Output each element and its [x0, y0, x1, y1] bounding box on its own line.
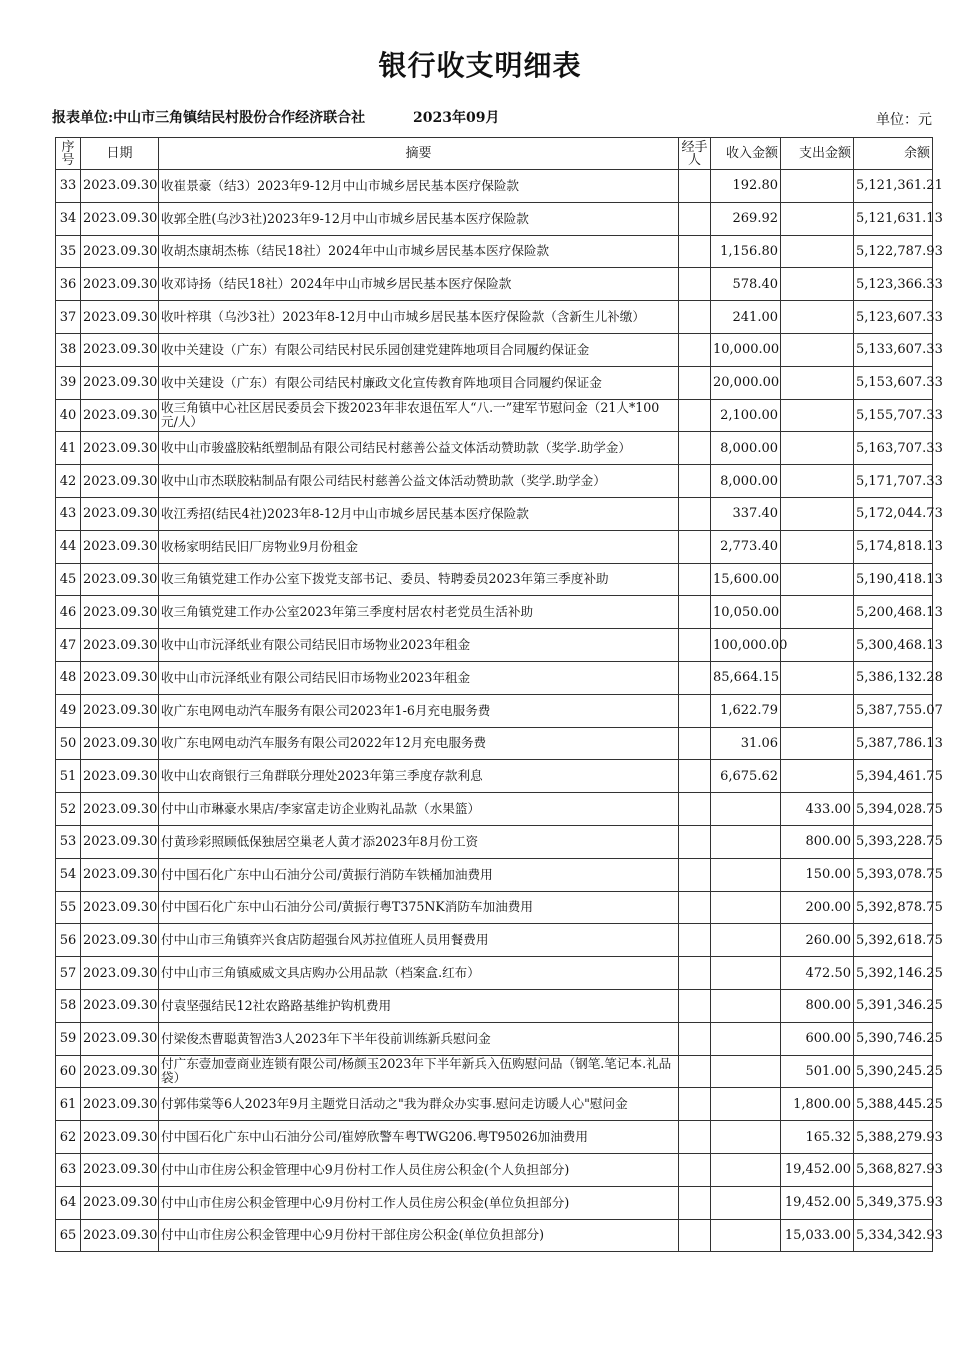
table-row [56, 694, 933, 727]
row-expense: 165.32 [781, 1121, 854, 1154]
row-handler [679, 399, 711, 432]
row-date: 2023.09.30 [81, 202, 159, 235]
row-balance: 5,392,878.75 [854, 891, 933, 924]
row-income: 8,000.00 [711, 465, 781, 498]
row-income [711, 1153, 781, 1186]
table-row [56, 891, 933, 924]
page-title: 银行收支明细表 [378, 49, 582, 82]
header-income: 收入金额 [711, 138, 781, 170]
row-balance: 5,390,245.25 [854, 1055, 933, 1088]
row-number: 39 [56, 366, 81, 399]
row-date: 2023.09.30 [81, 760, 159, 793]
row-balance: 5,386,132.28 [854, 661, 933, 694]
header-expense: 支出金额 [781, 138, 854, 170]
row-description: 收杨家明结民旧厂房物业9月份租金 [159, 530, 679, 563]
row-balance: 5,300,468.13 [854, 629, 933, 662]
row-handler [679, 333, 711, 366]
row-expense: 260.00 [781, 924, 854, 957]
row-number: 49 [56, 694, 81, 727]
row-expense: 472.50 [781, 957, 854, 990]
row-date: 2023.09.30 [81, 793, 159, 826]
row-expense [781, 170, 854, 203]
table-row [56, 825, 933, 858]
table-row [56, 202, 933, 235]
row-date: 2023.09.30 [81, 858, 159, 891]
row-expense [781, 661, 854, 694]
row-description: 收胡杰康胡杰栋（结民18社）2024年中山市城乡居民基本医疗保险款 [159, 235, 679, 268]
row-income: 15,600.00 [711, 563, 781, 596]
header-handler: 经手人 [679, 138, 711, 170]
row-number: 61 [56, 1088, 81, 1121]
table-row [56, 661, 933, 694]
table-row [56, 497, 933, 530]
row-handler [679, 301, 711, 334]
row-balance: 5,393,078.75 [854, 858, 933, 891]
table-row [56, 760, 933, 793]
row-number: 43 [56, 497, 81, 530]
row-description: 收三角镇党建工作办公室下拨党支部书记、委员、特聘委员2023年第三季度补助 [159, 563, 679, 596]
row-description: 收邓诗扬（结民18社）2024年中山市城乡居民基本医疗保险款 [159, 268, 679, 301]
row-income [711, 858, 781, 891]
row-balance: 5,334,342.93 [854, 1219, 933, 1252]
row-handler [679, 629, 711, 662]
row-number: 62 [56, 1121, 81, 1154]
row-expense: 15,033.00 [781, 1219, 854, 1252]
row-description: 付中山市三角镇威威文具店购办公用品款（档案盒.红布） [159, 957, 679, 990]
row-number: 64 [56, 1186, 81, 1219]
row-handler [679, 202, 711, 235]
row-income [711, 924, 781, 957]
row-income [711, 793, 781, 826]
row-income [711, 1055, 781, 1088]
table-row [56, 235, 933, 268]
row-number: 36 [56, 268, 81, 301]
row-expense [781, 366, 854, 399]
row-description: 收中山农商银行三角群联分理处2023年第三季度存款利息 [159, 760, 679, 793]
row-expense: 501.00 [781, 1055, 854, 1088]
row-description: 付中国石化广东中山石油分公司/崔婷欣警车粤TWG206.粤T95026加油费用 [159, 1121, 679, 1154]
row-handler [679, 1121, 711, 1154]
row-income: 2,100.00 [711, 399, 781, 432]
row-income [711, 1022, 781, 1055]
row-income: 20,000.00 [711, 366, 781, 399]
row-date: 2023.09.30 [81, 694, 159, 727]
row-date: 2023.09.30 [81, 1186, 159, 1219]
row-number: 37 [56, 301, 81, 334]
row-handler [679, 596, 711, 629]
row-handler [679, 825, 711, 858]
row-handler [679, 1055, 711, 1088]
row-number: 54 [56, 858, 81, 891]
row-number: 42 [56, 465, 81, 498]
row-balance: 5,387,786.13 [854, 727, 933, 760]
row-date: 2023.09.30 [81, 530, 159, 563]
header-no: 序号 [56, 138, 81, 170]
row-expense [781, 301, 854, 334]
row-date: 2023.09.30 [81, 432, 159, 465]
row-expense [781, 333, 854, 366]
row-balance: 5,123,366.33 [854, 268, 933, 301]
row-number: 63 [56, 1153, 81, 1186]
row-number: 48 [56, 661, 81, 694]
row-date: 2023.09.30 [81, 399, 159, 432]
row-date: 2023.09.30 [81, 924, 159, 957]
row-description: 付梁俊杰曹聪黄智浩3人2023年下半年役前训练新兵慰问金 [159, 1022, 679, 1055]
row-handler [679, 530, 711, 563]
table-row [56, 1088, 933, 1121]
row-description: 收江秀招(结民4社)2023年8-12月中山市城乡居民基本医疗保险款 [159, 497, 679, 530]
row-date: 2023.09.30 [81, 268, 159, 301]
row-handler [679, 661, 711, 694]
row-date: 2023.09.30 [81, 366, 159, 399]
table-row [56, 924, 933, 957]
row-balance: 5,391,346.25 [854, 989, 933, 1022]
row-number: 55 [56, 891, 81, 924]
row-income: 31.06 [711, 727, 781, 760]
row-balance: 5,190,418.13 [854, 563, 933, 596]
row-handler [679, 563, 711, 596]
row-description: 付中国石化广东中山石油分公司/黄振行消防车铁桶加油费用 [159, 858, 679, 891]
table-row [56, 1055, 933, 1088]
row-handler [679, 957, 711, 990]
row-description: 收崔景豪（结3）2023年9-12月中山市城乡居民基本医疗保险款 [159, 170, 679, 203]
row-income: 269.92 [711, 202, 781, 235]
row-number: 52 [56, 793, 81, 826]
row-income [711, 1121, 781, 1154]
row-description: 付中山市琳豪水果店/李家富走访企业购礼品款（水果篮） [159, 793, 679, 826]
table-row [56, 858, 933, 891]
row-handler [679, 727, 711, 760]
row-balance: 5,392,618.75 [854, 924, 933, 957]
row-description: 收三角镇党建工作办公室2023年第三季度村居农村老党员生活补助 [159, 596, 679, 629]
row-expense: 150.00 [781, 858, 854, 891]
report-period: 2023年09月 [413, 110, 500, 126]
row-description: 收广东电网电动汽车服务有限公司2023年1-6月充电服务费 [159, 694, 679, 727]
row-number: 59 [56, 1022, 81, 1055]
row-number: 60 [56, 1055, 81, 1088]
row-expense: 1,800.00 [781, 1088, 854, 1121]
row-expense [781, 202, 854, 235]
row-income [711, 1219, 781, 1252]
row-description: 收中山市沅泽纸业有限公司结民旧市场物业2023年租金 [159, 629, 679, 662]
row-balance: 5,155,707.33 [854, 399, 933, 432]
row-date: 2023.09.30 [81, 596, 159, 629]
row-description: 收郭全胜(乌沙3社)2023年9-12月中山市城乡居民基本医疗保险款 [159, 202, 679, 235]
row-income: 337.40 [711, 497, 781, 530]
unit-label: 单位：元 [876, 112, 932, 128]
row-income: 578.40 [711, 268, 781, 301]
table-row [56, 333, 933, 366]
row-income [711, 1088, 781, 1121]
row-date: 2023.09.30 [81, 989, 159, 1022]
row-date: 2023.09.30 [81, 957, 159, 990]
table-row [56, 399, 933, 432]
table-row [56, 793, 933, 826]
row-description: 收中关建设（广东）有限公司结民村民乐园创建党建阵地项目合同履约保证金 [159, 333, 679, 366]
row-income: 85,664.15 [711, 661, 781, 694]
row-balance: 5,388,279.93 [854, 1121, 933, 1154]
row-date: 2023.09.30 [81, 333, 159, 366]
row-date: 2023.09.30 [81, 825, 159, 858]
row-description: 付广东壹加壹商业连锁有限公司/杨颜玉2023年下半年新兵入伍购慰问品（钢笔.笔记本.礼品袋） [159, 1055, 679, 1088]
row-expense: 19,452.00 [781, 1186, 854, 1219]
row-income: 100,000.00 [711, 629, 781, 662]
row-income [711, 1186, 781, 1219]
row-handler [679, 465, 711, 498]
header-date: 日期 [81, 138, 159, 170]
row-number: 51 [56, 760, 81, 793]
row-income [711, 891, 781, 924]
row-expense [781, 497, 854, 530]
row-date: 2023.09.30 [81, 1219, 159, 1252]
row-balance: 5,390,746.25 [854, 1022, 933, 1055]
row-number: 40 [56, 399, 81, 432]
row-handler [679, 366, 711, 399]
row-description: 收广东电网电动汽车服务有限公司2022年12月充电服务费 [159, 727, 679, 760]
row-description: 付中山市住房公积金管理中心9月份村工作人员住房公积金(单位负担部分) [159, 1186, 679, 1219]
table-row [56, 1153, 933, 1186]
row-income: 10,000.00 [711, 333, 781, 366]
row-income: 8,000.00 [711, 432, 781, 465]
row-balance: 5,387,755.07 [854, 694, 933, 727]
row-date: 2023.09.30 [81, 1088, 159, 1121]
row-expense: 433.00 [781, 793, 854, 826]
row-number: 45 [56, 563, 81, 596]
row-income: 2,773.40 [711, 530, 781, 563]
row-handler [679, 170, 711, 203]
row-handler [679, 1153, 711, 1186]
row-handler [679, 235, 711, 268]
row-number: 46 [56, 596, 81, 629]
row-date: 2023.09.30 [81, 465, 159, 498]
row-date: 2023.09.30 [81, 1121, 159, 1154]
row-income: 241.00 [711, 301, 781, 334]
row-handler [679, 497, 711, 530]
row-expense [781, 432, 854, 465]
row-description: 付中山市住房公积金管理中心9月份村工作人员住房公积金(个人负担部分) [159, 1153, 679, 1186]
table-row [56, 1186, 933, 1219]
row-description: 付中国石化广东中山石油分公司/黄振行粤T375NK消防车加油费用 [159, 891, 679, 924]
row-income [711, 989, 781, 1022]
table-row [56, 366, 933, 399]
row-expense: 800.00 [781, 825, 854, 858]
row-number: 57 [56, 957, 81, 990]
row-balance: 5,174,818.13 [854, 530, 933, 563]
row-balance: 5,349,375.93 [854, 1186, 933, 1219]
row-date: 2023.09.30 [81, 1153, 159, 1186]
row-expense: 19,452.00 [781, 1153, 854, 1186]
row-date: 2023.09.30 [81, 235, 159, 268]
row-date: 2023.09.30 [81, 497, 159, 530]
row-handler [679, 793, 711, 826]
row-balance: 5,123,607.33 [854, 301, 933, 334]
table-row [56, 629, 933, 662]
row-description: 收中山市骏盛胶粘纸塑制品有限公司结民村慈善公益文体活动赞助款（奖学.助学金） [159, 432, 679, 465]
row-number: 53 [56, 825, 81, 858]
table-row [56, 563, 933, 596]
row-expense [781, 629, 854, 662]
table-row [56, 1219, 933, 1252]
table-row [56, 465, 933, 498]
row-income: 10,050.00 [711, 596, 781, 629]
table-row [56, 989, 933, 1022]
row-description: 付中山市住房公积金管理中心9月份村干部住房公积金(单位负担部分) [159, 1219, 679, 1252]
row-number: 33 [56, 170, 81, 203]
row-handler [679, 268, 711, 301]
row-handler [679, 432, 711, 465]
row-handler [679, 1022, 711, 1055]
row-balance: 5,172,044.73 [854, 497, 933, 530]
row-date: 2023.09.30 [81, 661, 159, 694]
row-income [711, 957, 781, 990]
row-date: 2023.09.30 [81, 891, 159, 924]
table-row [56, 301, 933, 334]
row-number: 56 [56, 924, 81, 957]
row-expense [781, 530, 854, 563]
row-handler [679, 1186, 711, 1219]
row-expense: 200.00 [781, 891, 854, 924]
table-row [56, 727, 933, 760]
row-description: 收中山市杰联胶粘制品有限公司结民村慈善公益文体活动赞助款（奖学.助学金） [159, 465, 679, 498]
row-description: 收中山市沅泽纸业有限公司结民旧市场物业2023年租金 [159, 661, 679, 694]
row-expense [781, 727, 854, 760]
row-description: 收叶梓琪（乌沙3社）2023年8-12月中山市城乡居民基本医疗保险款（含新生儿补缴） [159, 301, 679, 334]
row-balance: 5,121,361.21 [854, 170, 933, 203]
row-balance: 5,163,707.33 [854, 432, 933, 465]
ledger-table [55, 137, 943, 1252]
row-balance: 5,394,028.75 [854, 793, 933, 826]
row-handler [679, 858, 711, 891]
header-balance: 余额 [854, 138, 933, 170]
row-date: 2023.09.30 [81, 563, 159, 596]
table-row [56, 1121, 933, 1154]
row-income: 6,675.62 [711, 760, 781, 793]
row-balance: 5,368,827.93 [854, 1153, 933, 1186]
row-balance: 5,388,445.25 [854, 1088, 933, 1121]
table-row [56, 170, 933, 203]
row-number: 41 [56, 432, 81, 465]
row-handler [679, 694, 711, 727]
row-expense [781, 760, 854, 793]
row-expense [781, 268, 854, 301]
row-description: 付中山市三角镇弈兴食店防超强台风苏拉值班人员用餐费用 [159, 924, 679, 957]
row-date: 2023.09.30 [81, 301, 159, 334]
row-number: 58 [56, 989, 81, 1022]
row-number: 65 [56, 1219, 81, 1252]
row-expense: 800.00 [781, 989, 854, 1022]
row-balance: 5,121,631.13 [854, 202, 933, 235]
ledger-body [56, 170, 943, 1252]
row-date: 2023.09.30 [81, 727, 159, 760]
row-expense [781, 596, 854, 629]
row-balance: 5,133,607.33 [854, 333, 933, 366]
report-unit: 报表单位:中山市三角镇结民村股份合作经济联合社 [52, 110, 366, 126]
row-income: 1,622.79 [711, 694, 781, 727]
header-desc: 摘要 [159, 138, 679, 170]
row-balance: 5,122,787.93 [854, 235, 933, 268]
row-description: 收三角镇中心社区居民委员会下拨2023年非农退伍军人“八.一”建军节慰问金（21人*100元/人） [159, 399, 679, 432]
table-row [56, 432, 933, 465]
row-number: 38 [56, 333, 81, 366]
table-row [56, 596, 933, 629]
row-balance: 5,153,607.33 [854, 366, 933, 399]
row-expense [781, 694, 854, 727]
row-balance: 5,171,707.33 [854, 465, 933, 498]
row-balance: 5,200,468.13 [854, 596, 933, 629]
table-row [56, 957, 933, 990]
row-balance: 5,392,146.25 [854, 957, 933, 990]
row-expense [781, 465, 854, 498]
row-expense [781, 563, 854, 596]
row-balance: 5,393,228.75 [854, 825, 933, 858]
row-description: 付黄珍彩照顾低保独居空巢老人黄才添2023年8月份工资 [159, 825, 679, 858]
row-date: 2023.09.30 [81, 170, 159, 203]
row-income: 1,156.80 [711, 235, 781, 268]
row-handler [679, 924, 711, 957]
row-handler [679, 1088, 711, 1121]
table-header-row [56, 138, 933, 170]
row-description: 付袁坚强结民12社农路路基维护钩机费用 [159, 989, 679, 1022]
row-expense: 600.00 [781, 1022, 854, 1055]
row-number: 50 [56, 727, 81, 760]
row-balance: 5,394,461.75 [854, 760, 933, 793]
row-number: 34 [56, 202, 81, 235]
row-date: 2023.09.30 [81, 629, 159, 662]
row-handler [679, 989, 711, 1022]
row-handler [679, 760, 711, 793]
row-expense [781, 399, 854, 432]
row-description: 收中关建设（广东）有限公司结民村廉政文化宣传教育阵地项目合同履约保证金 [159, 366, 679, 399]
row-income [711, 825, 781, 858]
row-expense [781, 235, 854, 268]
row-number: 44 [56, 530, 81, 563]
row-description: 付郭伟棠等6人2023年9月主题党日活动之"我为群众办实事.慰问走访暖人心"慰问金 [159, 1088, 679, 1121]
row-number: 35 [56, 235, 81, 268]
table-row [56, 268, 933, 301]
row-handler [679, 891, 711, 924]
table-row [56, 1022, 933, 1055]
row-number: 47 [56, 629, 81, 662]
row-handler [679, 1219, 711, 1252]
row-income: 192.80 [711, 170, 781, 203]
table-row [56, 530, 933, 563]
row-date: 2023.09.30 [81, 1055, 159, 1088]
row-date: 2023.09.30 [81, 1022, 159, 1055]
